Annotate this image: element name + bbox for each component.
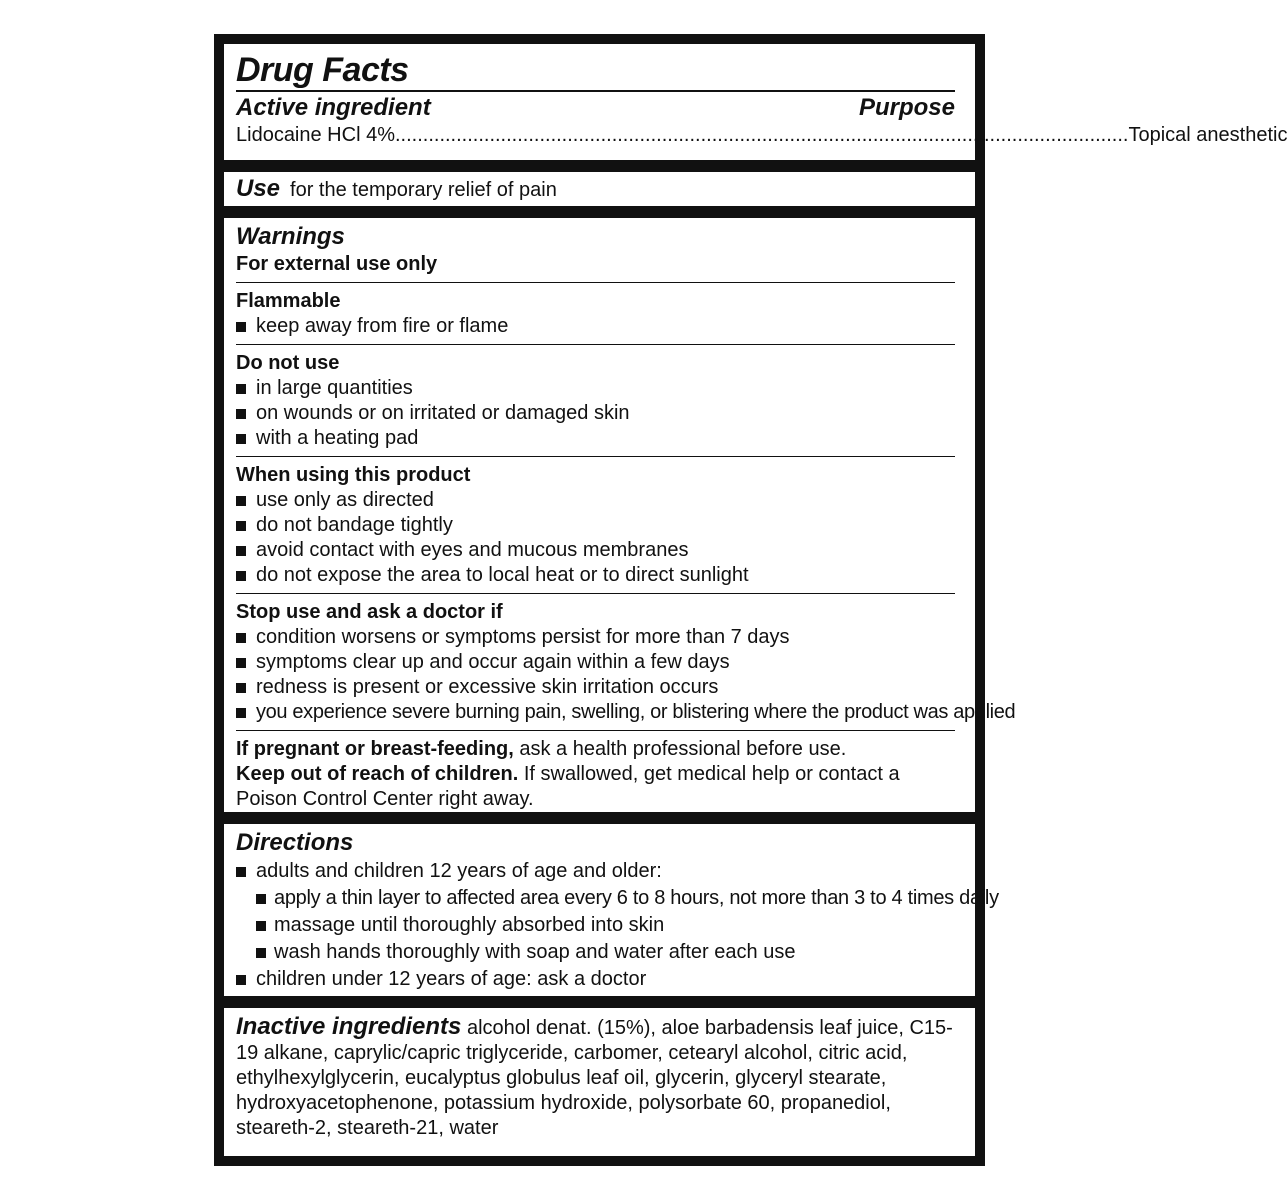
- use-row: [236, 172, 955, 207]
- directions-panel: [224, 824, 999, 996]
- flammable-list: [236, 314, 955, 339]
- list-item: redness is present or excessive skin irritation occurs: [236, 675, 955, 700]
- external-use-notice: For external use only: [236, 253, 438, 275]
- list-item: you experience severe burning pain, swelling, or blistering where the product was applied: [236, 700, 955, 725]
- use-heading: Use: [236, 175, 281, 202]
- list-item: do not bandage tightly: [236, 513, 955, 538]
- flammable-heading: Flammable: [236, 290, 341, 312]
- when-using-list: [236, 488, 955, 588]
- pregnancy-warning: [236, 731, 955, 762]
- active-ingredient-heading: Active ingredient: [236, 94, 431, 121]
- when-using-heading: When using this product: [236, 464, 471, 486]
- list-item: adults and children 12 years of age and older:: [236, 858, 955, 885]
- drug-facts-title: Drug Facts: [236, 51, 409, 89]
- list-item: apply a thin layer to affected area every 6 to 8 hours, not more than 3 to 4 times daily: [236, 885, 955, 912]
- list-item: symptoms clear up and occur again within a few days: [236, 650, 955, 675]
- list-item: keep away from fire or flame: [236, 314, 955, 339]
- pregnancy-text: ask a health professional before use.: [519, 738, 847, 760]
- stop-use-list: [236, 625, 1016, 725]
- ingredient-name: Lidocaine HCl 4%: [236, 124, 395, 146]
- warnings-heading: Warnings: [236, 223, 345, 250]
- do-not-use-list: [236, 376, 955, 451]
- ingredient-row: [236, 122, 1287, 148]
- directions-sub-list: [236, 885, 999, 966]
- dot-leader: ....................................................................................................................................: [394, 124, 1129, 146]
- list-item: condition worsens or symptoms persist for more than 7 days: [236, 625, 955, 650]
- directions-list-children: [236, 966, 955, 993]
- active-ingredient-panel: [224, 44, 1287, 160]
- directions-list: [236, 858, 955, 885]
- do-not-use-heading: Do not use: [236, 352, 340, 374]
- list-item: massage until thoroughly absorbed into skin: [236, 912, 955, 939]
- warnings-panel: [224, 218, 1016, 812]
- list-item: wash hands thoroughly with soap and water after each use: [236, 939, 955, 966]
- list-item: avoid contact with eyes and mucous membranes: [236, 538, 955, 563]
- list-item: do not expose the area to local heat or to direct sunlight: [236, 563, 955, 588]
- stop-use-heading: Stop use and ask a doctor if: [236, 601, 503, 623]
- list-item: in large quantities: [236, 376, 955, 401]
- list-item: use only as directed: [236, 488, 955, 513]
- children-text: If swallowed, get medical help or contact a Poison Control Center right away.: [236, 763, 900, 810]
- drug-facts-label: [214, 34, 1287, 1166]
- inactive-ingredients-panel: [224, 1008, 975, 1156]
- list-item: with a heating pad: [236, 426, 955, 451]
- children-lead: Keep out of reach of children.: [236, 763, 519, 785]
- inactive-text: alcohol denat. (15%), aloe barbadensis leaf juice, C15-19 alkane, caprylic/capric triglyceride, carbomer, cetearyl alcohol, citric acid, ethylhexylglycerin, eucalyptus globulus leaf oil, glycerin, glyceryl stearate, hydroxyacetophenone, potassium hydroxide, polysorbate 60, propanediol, steareth-2, steareth-21, water: [236, 1017, 953, 1139]
- children-warning: [236, 762, 955, 812]
- directions-heading: Directions: [236, 829, 354, 856]
- use-text: for the temporary relief of pain: [290, 179, 557, 201]
- ingredient-purpose: Topical anesthetic: [1128, 124, 1287, 146]
- list-item: children under 12 years of age: ask a doctor: [236, 966, 955, 993]
- use-panel: [224, 172, 975, 206]
- purpose-heading: Purpose: [858, 94, 955, 121]
- pregnancy-lead: If pregnant or breast-feeding,: [236, 738, 514, 760]
- active-ingredient-header-row: [236, 92, 955, 122]
- inactive-ingredients: [236, 1008, 955, 1141]
- list-item: on wounds or on irritated or damaged skin: [236, 401, 955, 426]
- inactive-heading: Inactive ingredients: [236, 1013, 462, 1040]
